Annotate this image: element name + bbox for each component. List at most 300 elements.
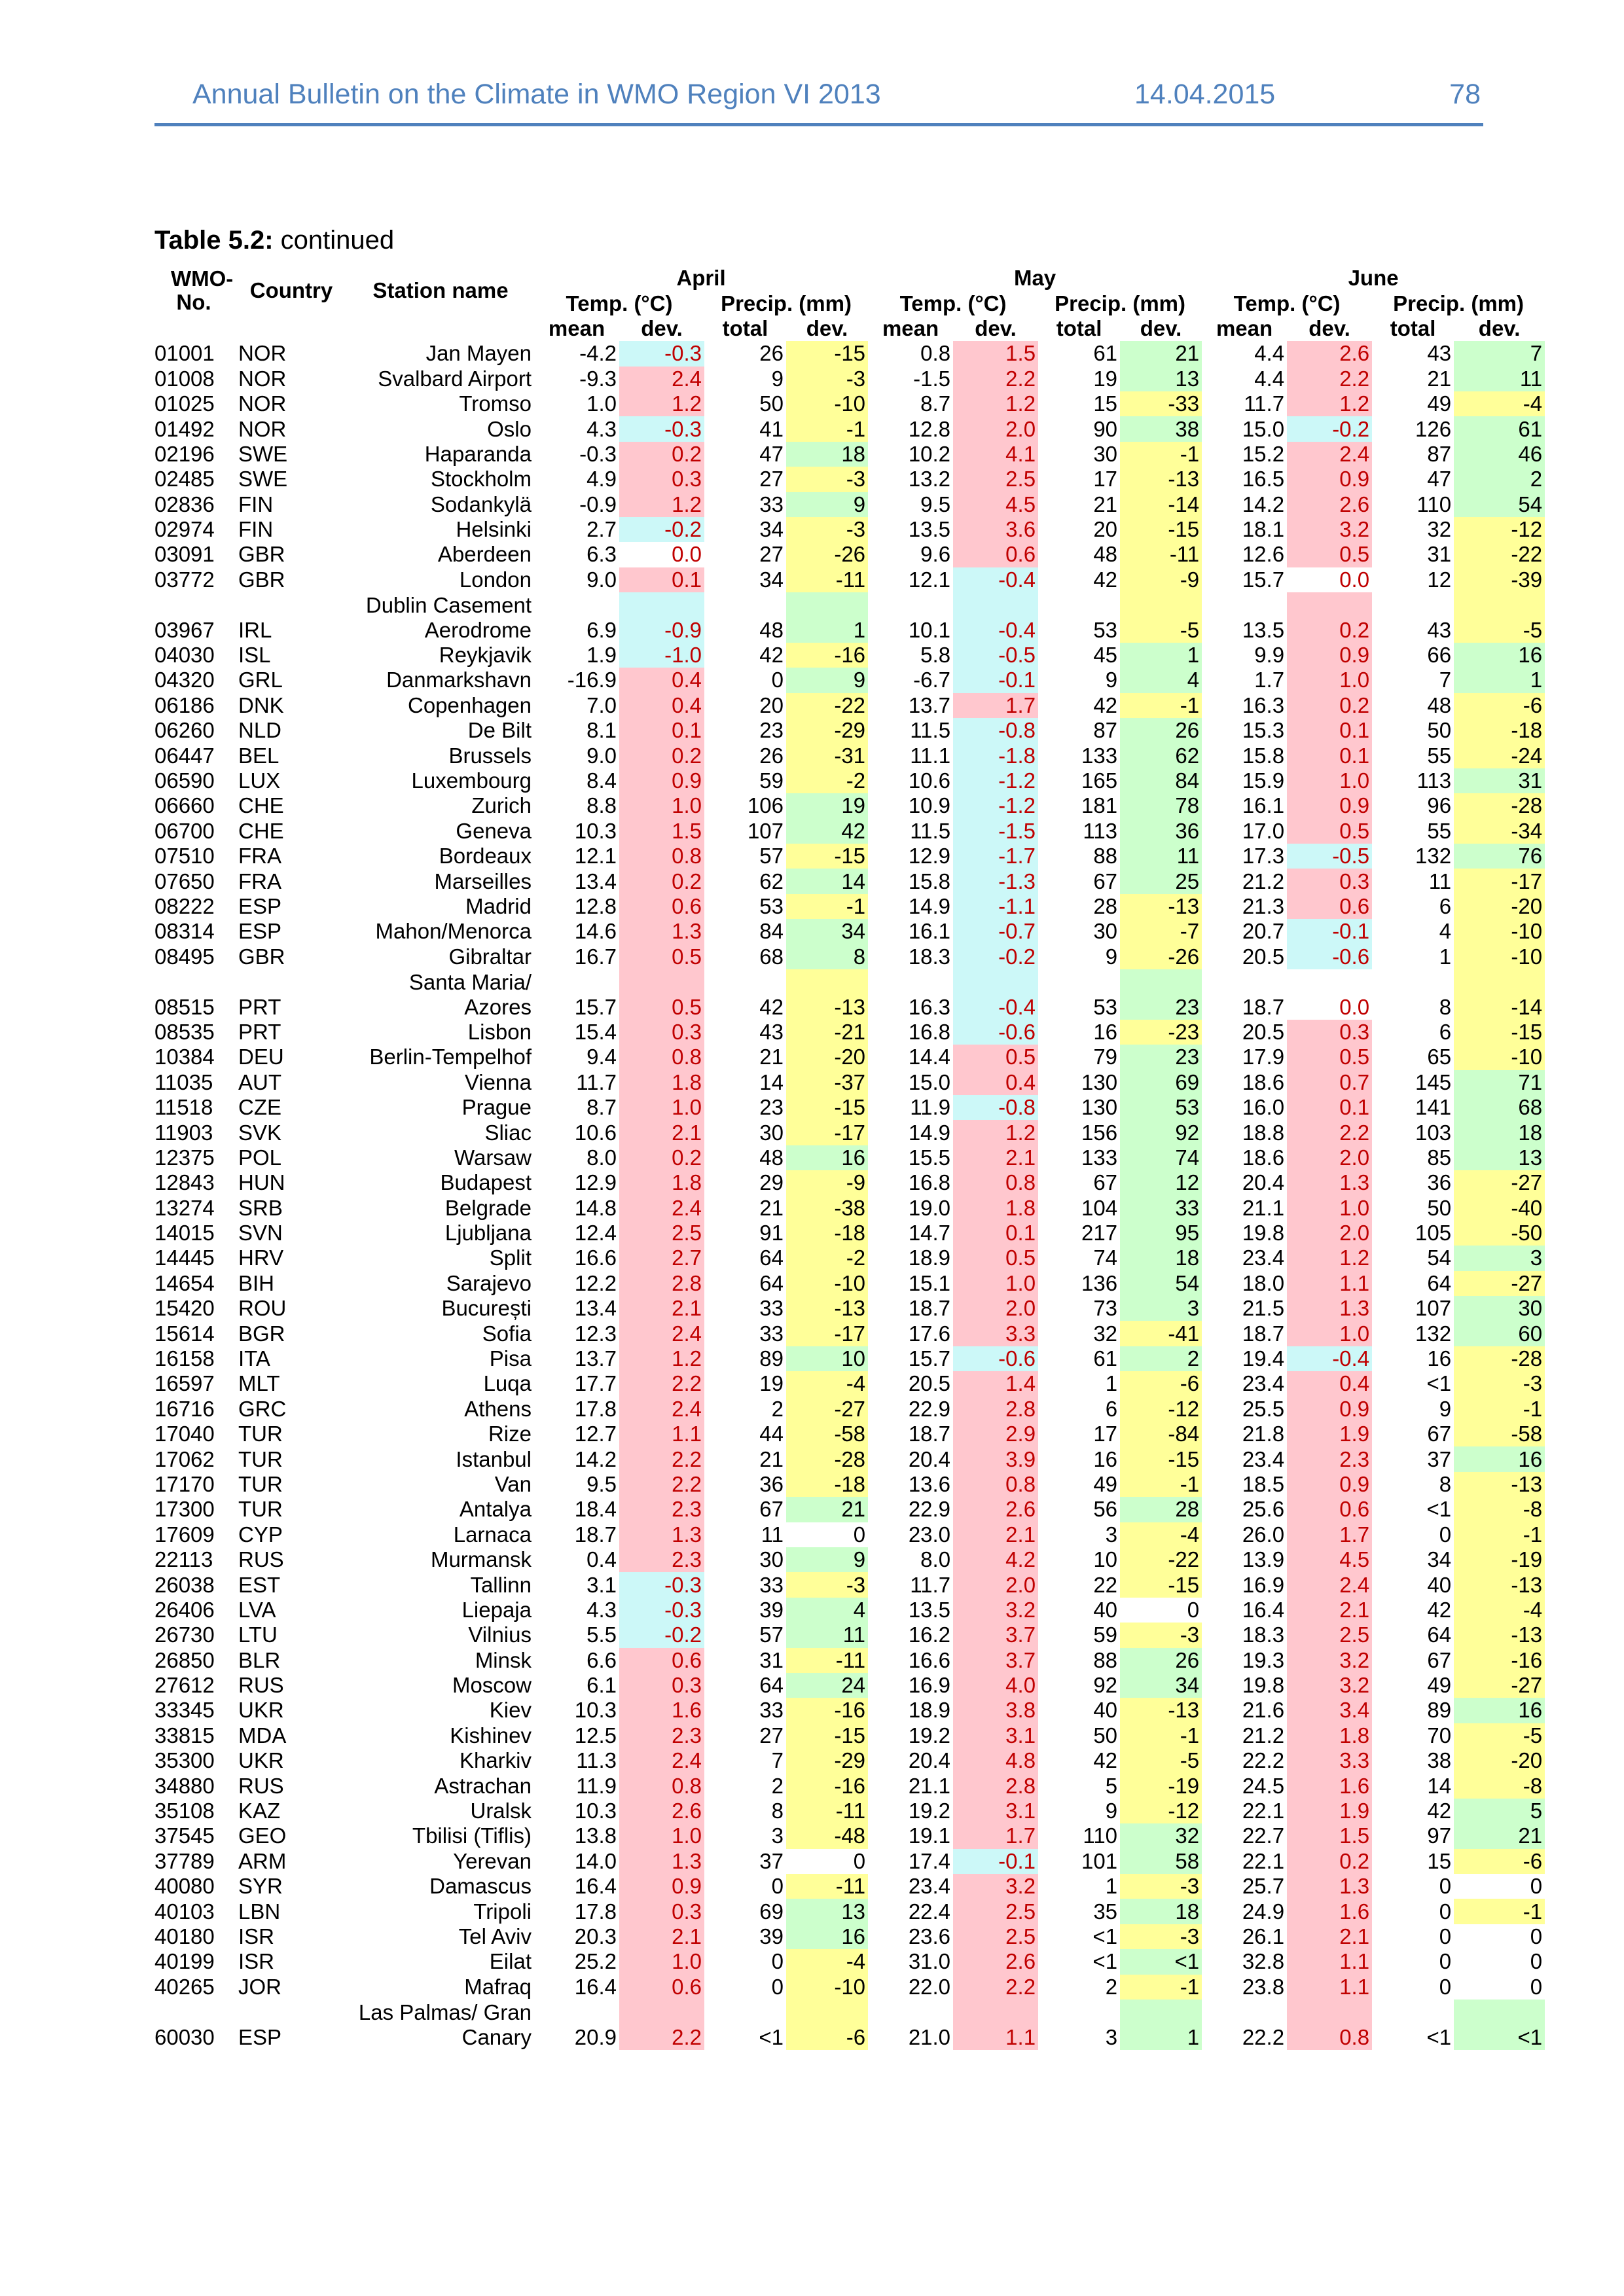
col-header-mean: mean xyxy=(548,315,605,340)
country: GBR xyxy=(238,542,285,567)
apr-temp-dev: 2.1 xyxy=(619,1924,704,1949)
jun-temp-dev: 0.9 xyxy=(1287,793,1372,818)
apr-temp-dev: 2.3 xyxy=(619,1547,704,1572)
jun-temp-mean: 18.7 xyxy=(1242,1321,1285,1346)
apr-temp-mean: 15.7 xyxy=(574,994,617,1019)
may-temp-dev: 0.6 xyxy=(953,542,1038,567)
jun-temp-mean: 20.7 xyxy=(1242,919,1285,944)
jun-temp-mean: 22.2 xyxy=(1242,1748,1285,1773)
may-temp-mean: 18.7 xyxy=(908,1296,951,1321)
may-temp-mean: 11.9 xyxy=(910,1095,951,1120)
table-row xyxy=(152,1195,1545,1220)
may-precip-dev: 26 xyxy=(1120,718,1202,743)
apr-temp-dev: -0.3 xyxy=(619,341,704,366)
may-precip-dev: -1 xyxy=(1120,1975,1202,2000)
may-precip-total: 104 xyxy=(1081,1195,1118,1220)
jun-temp-mean: 15.0 xyxy=(1242,416,1285,441)
wmo-no: 02836 xyxy=(154,492,215,516)
jun-temp-dev: 1.9 xyxy=(1287,1422,1372,1446)
wmo-no: 16716 xyxy=(154,1396,215,1421)
jun-temp-mean: 14.2 xyxy=(1242,492,1285,516)
country: CZE xyxy=(238,1095,281,1120)
jun-temp-mean: 32.8 xyxy=(1242,1949,1285,1974)
apr-precip-total: 33 xyxy=(759,492,784,516)
apr-temp-dev: 1.3 xyxy=(619,1849,704,1874)
may-temp-mean: 11.5 xyxy=(910,818,951,843)
jun-precip-dev: -4 xyxy=(1454,1598,1545,1623)
may-temp-dev: 1.7 xyxy=(953,693,1038,718)
country: SVN xyxy=(238,1221,283,1246)
jun-precip-total: 55 xyxy=(1427,743,1452,768)
wmo-no: 10384 xyxy=(154,1045,215,1069)
table-row xyxy=(152,969,1545,1020)
may-temp-dev: 2.5 xyxy=(953,1899,1038,1924)
jun-temp-dev: 0.6 xyxy=(1287,894,1372,919)
jun-temp-mean: 18.3 xyxy=(1242,1623,1285,1647)
may-temp-mean: 20.5 xyxy=(908,1371,951,1396)
may-precip-dev: 13 xyxy=(1120,367,1202,391)
may-precip-total: 42 xyxy=(1093,692,1118,717)
may-temp-mean: 9.6 xyxy=(920,542,951,567)
may-precip-total: 17 xyxy=(1093,467,1118,492)
may-precip-total: 53 xyxy=(1093,617,1118,642)
jun-temp-mean: 19.8 xyxy=(1242,1221,1285,1246)
may-temp-mean: 19.2 xyxy=(908,1799,951,1823)
jun-precip-total: 4 xyxy=(1439,919,1452,944)
apr-temp-mean: 17.7 xyxy=(574,1371,617,1396)
jun-precip-total: 0 xyxy=(1439,1974,1452,1999)
country: FIN xyxy=(238,492,274,516)
jun-temp-dev: 0.4 xyxy=(1287,1371,1372,1396)
apr-precip-total: 68 xyxy=(759,944,784,969)
apr-precip-dev: 9 xyxy=(786,668,868,692)
jun-precip-dev: -1 xyxy=(1454,1899,1545,1924)
col-header-temp: Temp. (°C) xyxy=(1233,291,1341,315)
jun-precip-total: 97 xyxy=(1427,1823,1452,1848)
wmo-no: 07650 xyxy=(154,869,215,893)
country: HRV xyxy=(238,1246,284,1270)
country: GBR xyxy=(238,567,285,592)
jun-precip-dev: 11 xyxy=(1454,367,1545,391)
apr-temp-mean: 2.7 xyxy=(586,517,617,542)
jun-precip-total: 43 xyxy=(1427,341,1452,366)
jun-temp-dev: 1.0 xyxy=(1287,1321,1372,1346)
apr-temp-dev: -0.2 xyxy=(619,1623,704,1647)
station: De Bilt xyxy=(467,718,532,743)
may-precip-total: 92 xyxy=(1093,1673,1118,1698)
apr-temp-dev: 0.8 xyxy=(619,1045,704,1069)
station: Antalya xyxy=(459,1497,532,1522)
may-temp-dev: 0.8 xyxy=(953,1170,1038,1195)
jun-precip-total: <1 xyxy=(1426,2024,1452,2049)
wmo-no: 27612 xyxy=(154,1673,215,1698)
jun-precip-total: 67 xyxy=(1427,1422,1452,1446)
may-precip-dev: 25 xyxy=(1120,869,1202,893)
country: POL xyxy=(238,1145,282,1170)
jun-temp-dev: 0.2 xyxy=(1287,1849,1372,1874)
may-precip-total: 181 xyxy=(1081,793,1118,818)
col-header-precip: Precip. (mm) xyxy=(1393,291,1525,315)
apr-temp-mean: 7.0 xyxy=(586,692,617,717)
jun-temp-mean: 18.1 xyxy=(1242,517,1285,542)
apr-precip-total: 62 xyxy=(759,869,784,893)
jun-precip-dev: -6 xyxy=(1454,693,1545,718)
apr-precip-dev: -48 xyxy=(786,1823,868,1848)
may-temp-dev: 4.5 xyxy=(953,492,1038,517)
may-temp-dev: 1.1 xyxy=(953,2000,1038,2050)
apr-temp-mean: 13.4 xyxy=(574,869,617,893)
apr-precip-total: 8 xyxy=(771,1799,784,1823)
apr-precip-dev: -21 xyxy=(786,1020,868,1045)
may-temp-dev: 4.0 xyxy=(953,1673,1038,1698)
apr-precip-dev: -20 xyxy=(786,1045,868,1069)
may-temp-dev: 3.1 xyxy=(953,1723,1038,1748)
jun-precip-total: 54 xyxy=(1427,1246,1452,1270)
jun-precip-total: 8 xyxy=(1439,994,1452,1019)
jun-temp-mean: 19.8 xyxy=(1242,1673,1285,1698)
wmo-no: 17300 xyxy=(154,1497,215,1522)
jun-temp-dev: 2.0 xyxy=(1287,1145,1372,1170)
station: Luxembourg xyxy=(411,768,532,793)
may-precip-dev: 1 xyxy=(1120,643,1202,668)
apr-precip-total: 14 xyxy=(759,1069,784,1094)
country: GRC xyxy=(238,1396,287,1421)
country: UKR xyxy=(238,1748,284,1773)
station: Tromso xyxy=(459,391,532,416)
may-precip-total: 165 xyxy=(1081,768,1118,793)
may-precip-total: 50 xyxy=(1093,1723,1118,1748)
apr-precip-dev: -15 xyxy=(786,844,868,869)
may-temp-mean: 15.1 xyxy=(908,1270,951,1295)
country: ESP xyxy=(238,919,282,944)
jun-precip-dev: 16 xyxy=(1454,1698,1545,1723)
jun-precip-total: 47 xyxy=(1427,467,1452,492)
may-temp-mean: 18.9 xyxy=(908,1698,951,1723)
country: PRT xyxy=(238,1019,281,1044)
may-temp-mean: 14.9 xyxy=(908,893,951,918)
jun-precip-total: 1 xyxy=(1439,944,1452,969)
may-temp-dev: -1.2 xyxy=(953,793,1038,818)
jun-temp-dev: 1.1 xyxy=(1287,1949,1372,1974)
country: ISR xyxy=(238,1924,275,1948)
wmo-no: 03091 xyxy=(154,542,215,567)
apr-precip-dev: -10 xyxy=(786,1975,868,2000)
wmo-no: 06590 xyxy=(154,768,215,793)
wmo-no: 02196 xyxy=(154,441,215,466)
jun-temp-dev: 3.2 xyxy=(1287,1648,1372,1673)
apr-temp-dev: 2.1 xyxy=(619,1296,704,1321)
may-temp-dev: 4.2 xyxy=(953,1547,1038,1572)
station: Brussels xyxy=(448,743,532,768)
may-precip-dev: 23 xyxy=(1120,1045,1202,1069)
jun-temp-mean: 15.3 xyxy=(1242,718,1285,743)
station: Vienna xyxy=(464,1069,532,1094)
apr-temp-mean: 16.4 xyxy=(574,1874,617,1899)
apr-temp-dev: 1.2 xyxy=(619,492,704,517)
station: Berlin-Tempelhof xyxy=(369,1045,532,1069)
apr-temp-dev: 0.9 xyxy=(619,768,704,793)
jun-temp-dev: -0.5 xyxy=(1287,844,1372,869)
jun-precip-total: 126 xyxy=(1415,416,1452,441)
jun-precip-dev: -20 xyxy=(1454,1748,1545,1773)
station-name-line-2: Azores xyxy=(464,994,532,1019)
may-precip-dev: 78 xyxy=(1120,793,1202,818)
apr-precip-dev: -2 xyxy=(786,768,868,793)
station: Reykjavik xyxy=(439,643,532,668)
col-header-total: total xyxy=(1056,315,1102,340)
jun-temp-dev: 0.1 xyxy=(1287,1095,1372,1120)
apr-temp-dev: 0.5 xyxy=(619,944,704,969)
col-header-precip: Precip. (mm) xyxy=(721,291,852,315)
table-row xyxy=(152,668,1545,692)
apr-precip-total: 84 xyxy=(759,919,784,944)
apr-precip-total: 2 xyxy=(771,1773,784,1798)
station-name-line-1: Las Palmas/ Gran xyxy=(358,2000,532,2024)
apr-precip-dev: 0 xyxy=(853,1848,866,1873)
country: BGR xyxy=(238,1321,285,1346)
jun-precip-total: 7 xyxy=(1439,668,1452,692)
col-header-precip: Precip. (mm) xyxy=(1055,291,1185,315)
apr-precip-dev: -18 xyxy=(786,1221,868,1246)
apr-precip-dev: -13 xyxy=(786,1296,868,1321)
apr-temp-dev: 1.8 xyxy=(619,1070,704,1095)
may-temp-mean: 13.7 xyxy=(908,692,951,717)
station: Bordeaux xyxy=(439,844,532,869)
may-precip-dev: 32 xyxy=(1120,1823,1202,1848)
jun-precip-total: 8 xyxy=(1439,1471,1452,1496)
may-temp-mean: 16.1 xyxy=(908,919,951,944)
country: KAZ xyxy=(238,1799,281,1823)
wmo-no: 17062 xyxy=(154,1446,215,1471)
may-temp-dev: -0.4 xyxy=(953,567,1038,592)
may-precip-total: 21 xyxy=(1093,492,1118,516)
may-precip-dev: <1 xyxy=(1120,1949,1202,1974)
may-temp-dev: -1.1 xyxy=(953,894,1038,919)
may-precip-total: 48 xyxy=(1093,542,1118,567)
may-temp-mean: 23.4 xyxy=(908,1874,951,1899)
may-precip-total: <1 xyxy=(1092,1924,1118,1948)
country: AUT xyxy=(238,1069,281,1094)
wmo-no: 08535 xyxy=(154,1019,215,1044)
wmo-no: 15420 xyxy=(154,1296,215,1321)
may-precip-dev: -12 xyxy=(1120,1397,1202,1422)
jun-precip-dev: 30 xyxy=(1454,1296,1545,1321)
jun-temp-mean: 4.4 xyxy=(1254,341,1285,366)
jun-precip-total: 38 xyxy=(1427,1748,1452,1773)
apr-temp-mean: 25.2 xyxy=(574,1949,617,1974)
may-precip-total: 10 xyxy=(1093,1547,1118,1572)
may-precip-dev: -7 xyxy=(1120,919,1202,944)
apr-precip-total: 89 xyxy=(759,1346,784,1371)
may-precip-dev: -22 xyxy=(1120,1547,1202,1572)
apr-temp-mean: 10.3 xyxy=(574,1698,617,1723)
apr-temp-mean: 9.5 xyxy=(586,1471,617,1496)
table-row xyxy=(152,1698,1545,1723)
may-temp-mean: 12.9 xyxy=(908,844,951,869)
apr-temp-mean: -9.3 xyxy=(579,366,617,391)
apr-temp-dev: 1.6 xyxy=(619,1698,704,1723)
jun-precip-dev: 5 xyxy=(1454,1799,1545,1823)
table-row xyxy=(152,894,1545,919)
jun-precip-dev: -40 xyxy=(1454,1195,1545,1220)
apr-temp-mean: 4.9 xyxy=(586,467,617,492)
country: NOR xyxy=(238,391,287,416)
station: Minsk xyxy=(475,1647,532,1672)
apr-precip-total: 64 xyxy=(759,1673,784,1698)
jun-precip-total: 31 xyxy=(1427,542,1452,567)
apr-precip-dev: -9 xyxy=(786,1170,868,1195)
apr-precip-total: 36 xyxy=(759,1471,784,1496)
station: Sarajevo xyxy=(446,1270,532,1295)
station: Yerevan xyxy=(453,1848,532,1873)
station xyxy=(347,592,534,643)
apr-precip-dev: -1 xyxy=(786,894,868,919)
table-body xyxy=(152,341,1545,2050)
apr-precip-total: 23 xyxy=(759,1095,784,1120)
jun-precip-total: 15 xyxy=(1427,1848,1452,1873)
may-precip-total: <1 xyxy=(1092,1949,1118,1974)
wmo-no: 04320 xyxy=(154,668,215,692)
apr-temp-mean: 20.3 xyxy=(574,1924,617,1948)
may-temp-mean: 15.0 xyxy=(908,1069,951,1094)
apr-precip-total: 41 xyxy=(759,416,784,441)
country: SWE xyxy=(238,441,288,466)
may-temp-dev: 1.2 xyxy=(953,1120,1038,1145)
apr-precip-total: 0 xyxy=(771,1974,784,1999)
jun-temp-mean: 22.1 xyxy=(1242,1848,1285,1873)
apr-temp-mean: 9.4 xyxy=(586,1045,617,1069)
may-precip-dev: -1 xyxy=(1120,693,1202,718)
country: BEL xyxy=(238,743,280,768)
may-temp-mean: 23.0 xyxy=(908,1522,951,1547)
wmo-no: 60030 xyxy=(154,2024,215,2049)
jun-temp-mean: 16.4 xyxy=(1242,1597,1285,1622)
may-temp-dev: 4.8 xyxy=(953,1748,1038,1773)
table-row xyxy=(152,1045,1545,1069)
jun-precip-dev: 3 xyxy=(1454,1246,1545,1270)
country: FRA xyxy=(238,869,281,893)
jun-precip-total: 66 xyxy=(1427,643,1452,668)
jun-precip-dev: -58 xyxy=(1454,1422,1545,1446)
jun-temp-dev: 0.3 xyxy=(1287,869,1372,893)
wmo-no: 03967 xyxy=(154,617,215,642)
station: Damascus xyxy=(429,1874,532,1899)
jun-temp-dev: 2.4 xyxy=(1287,442,1372,467)
jun-precip-dev: 13 xyxy=(1454,1145,1545,1170)
jun-precip-dev: -14 xyxy=(1454,969,1545,1020)
may-precip-dev: 95 xyxy=(1120,1221,1202,1246)
apr-temp-dev: 1.0 xyxy=(619,1095,704,1120)
apr-precip-dev: 8 xyxy=(786,944,868,969)
station: Luqa xyxy=(483,1371,532,1396)
station-name-line-2: Canary xyxy=(461,2024,532,2049)
may-precip-total: 130 xyxy=(1081,1095,1118,1120)
wmo-no: 15614 xyxy=(154,1321,215,1346)
may-temp-mean: 22.0 xyxy=(908,1974,951,1999)
may-temp-dev: -0.6 xyxy=(953,1020,1038,1045)
country: NOR xyxy=(238,366,287,391)
apr-precip-total: 21 xyxy=(759,1446,784,1471)
country: ITA xyxy=(238,1346,270,1371)
apr-temp-dev: 2.8 xyxy=(619,1271,704,1296)
may-precip-dev: -5 xyxy=(1120,1748,1202,1773)
jun-temp-dev: -0.6 xyxy=(1287,944,1372,969)
apr-temp-dev: 0.1 xyxy=(619,567,704,592)
table-row xyxy=(152,1748,1545,1773)
jun-precip-total: 9 xyxy=(1439,1396,1452,1421)
jun-temp-dev: 3.2 xyxy=(1287,517,1372,542)
table-row xyxy=(152,1924,1545,1949)
apr-temp-dev: 2.3 xyxy=(619,1723,704,1748)
wmo-no: 07510 xyxy=(154,844,215,869)
station: Aberdeen xyxy=(437,542,532,567)
station: Kharkiv xyxy=(459,1748,532,1773)
may-temp-mean: 11.7 xyxy=(910,1572,951,1597)
wmo-no: 01025 xyxy=(154,391,215,416)
apr-precip-dev: -4 xyxy=(786,1371,868,1396)
station: Tallinn xyxy=(470,1572,532,1597)
may-temp-mean: 22.4 xyxy=(908,1899,951,1924)
apr-precip-dev: -3 xyxy=(786,1572,868,1597)
wmo-no: 17040 xyxy=(154,1422,215,1446)
may-temp-dev: 2.0 xyxy=(953,1572,1038,1597)
jun-temp-dev: 1.0 xyxy=(1287,1195,1372,1220)
apr-temp-mean: 11.3 xyxy=(576,1748,617,1773)
may-precip-total: 73 xyxy=(1093,1296,1118,1321)
station: Helsinki xyxy=(456,517,532,542)
wmo-no: 06660 xyxy=(154,793,215,818)
jun-temp-mean: 24.5 xyxy=(1242,1773,1285,1798)
jun-precip-dev: 60 xyxy=(1454,1321,1545,1346)
may-temp-dev: 1.7 xyxy=(953,1823,1038,1848)
jun-precip-dev: 31 xyxy=(1454,768,1545,793)
table-row xyxy=(152,819,1545,844)
wmo-no: 06260 xyxy=(154,718,215,743)
may-temp-dev: -0.1 xyxy=(953,668,1038,692)
wmo-no: 40180 xyxy=(154,1924,215,1948)
apr-precip-dev: -3 xyxy=(786,517,868,542)
wmo-no: 03772 xyxy=(154,567,215,592)
jun-temp-mean: 21.1 xyxy=(1242,1195,1285,1220)
apr-temp-mean: 14.6 xyxy=(574,919,617,944)
may-precip-dev: 54 xyxy=(1120,1271,1202,1296)
station: Haparanda xyxy=(424,441,532,466)
jun-precip-dev: -27 xyxy=(1454,1271,1545,1296)
station-name-line-1: Dublin Casement xyxy=(365,592,532,617)
jun-temp-dev: 0.0 xyxy=(1339,567,1370,592)
may-temp-mean: 5.8 xyxy=(920,643,951,668)
may-temp-mean: 18.9 xyxy=(908,1246,951,1270)
may-precip-dev: -13 xyxy=(1120,467,1202,492)
apr-precip-dev: -2 xyxy=(786,1246,868,1270)
may-precip-dev: 1 xyxy=(1120,2000,1202,2050)
station: Pisa xyxy=(489,1346,532,1371)
apr-temp-dev: 2.2 xyxy=(619,1472,704,1497)
jun-precip-dev: -28 xyxy=(1454,1346,1545,1371)
jun-precip-total: 43 xyxy=(1427,617,1452,642)
may-temp-dev: 2.5 xyxy=(953,467,1038,492)
may-precip-total: 9 xyxy=(1105,1799,1118,1823)
jun-temp-mean: 26.1 xyxy=(1242,1924,1285,1948)
col-header-dev: dev. xyxy=(1308,315,1350,340)
jun-precip-dev: -34 xyxy=(1454,819,1545,844)
apr-temp-dev: 1.0 xyxy=(619,1823,704,1848)
may-precip-dev: -6 xyxy=(1120,1371,1202,1396)
apr-temp-mean: 8.7 xyxy=(586,1095,617,1120)
jun-temp-dev: 1.2 xyxy=(1287,391,1372,416)
apr-precip-total: 107 xyxy=(747,818,784,843)
wmo-no: 37545 xyxy=(154,1823,215,1848)
